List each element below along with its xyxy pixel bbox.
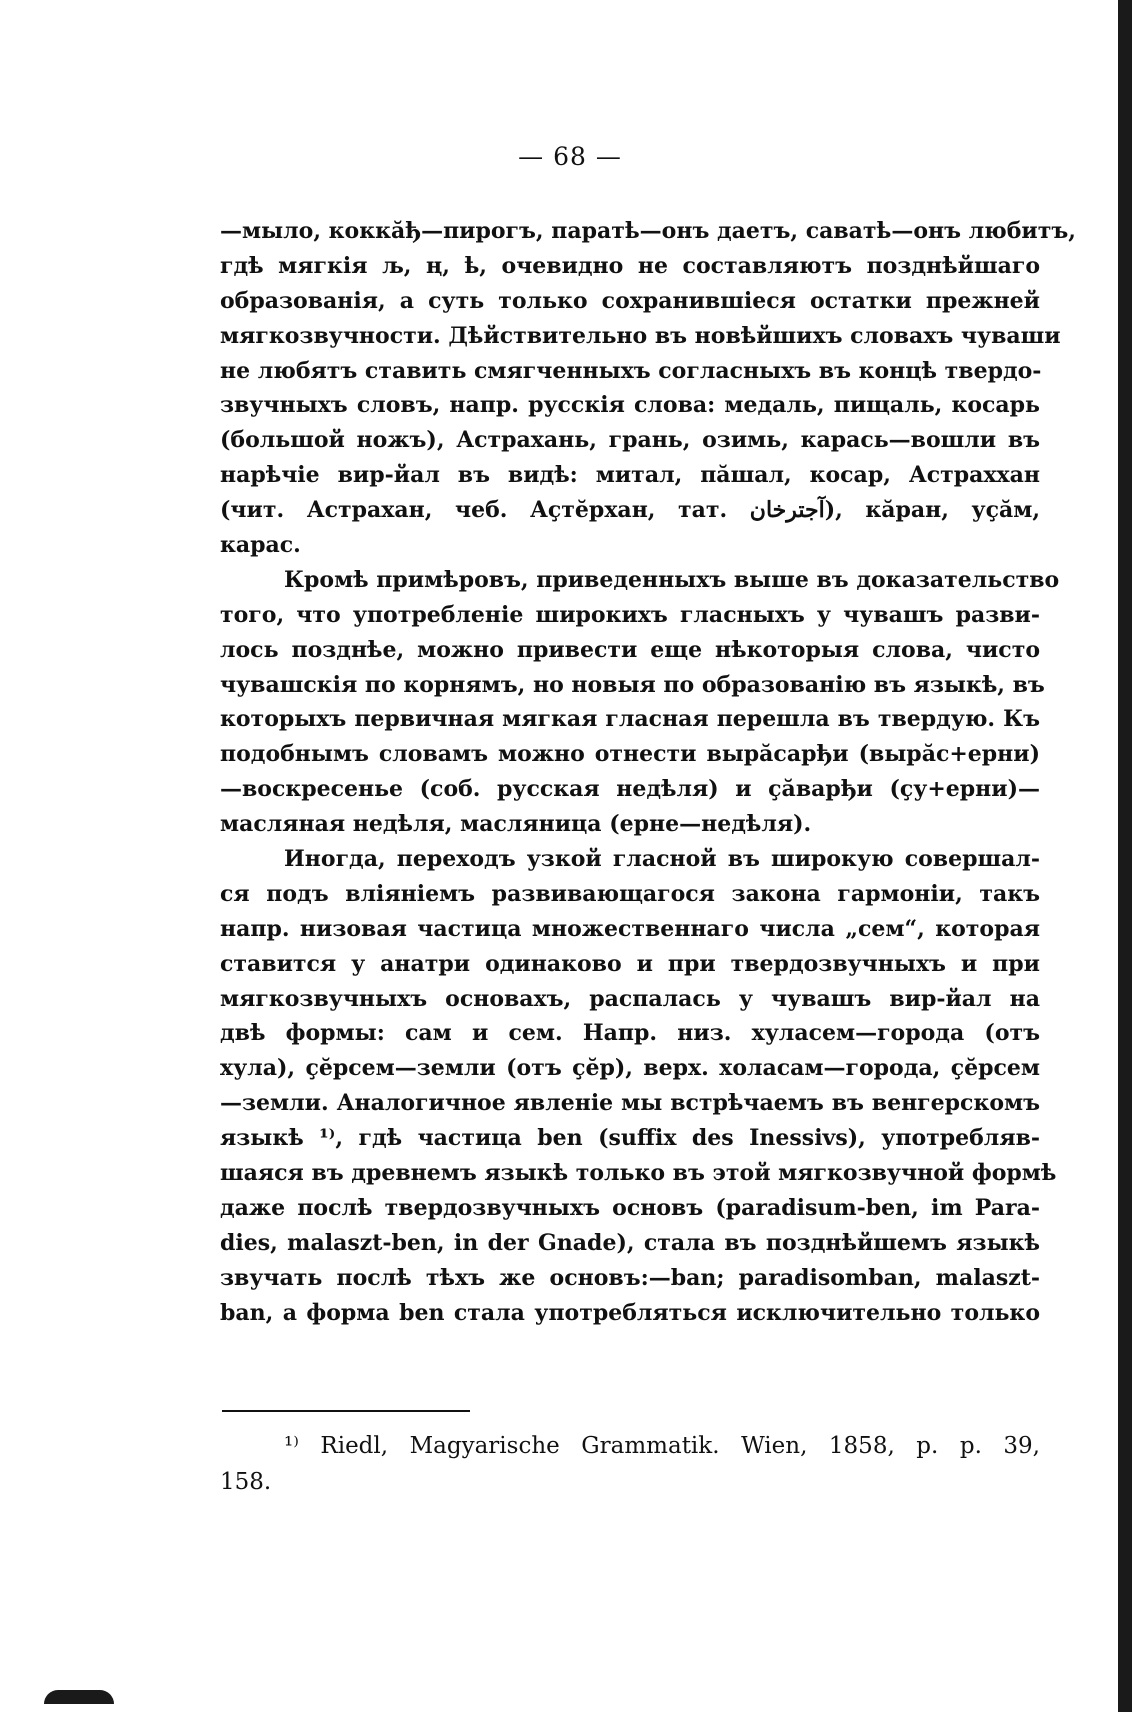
text-line: даже послѣ твердозвучныхъ основъ (paradisum-ben, im Para- [220, 1194, 1040, 1221]
scan-edge-mark [44, 1690, 114, 1704]
text-line: ставится у анатри одинаково и при твердозвучныхъ и при [220, 950, 1040, 977]
text-line: мягкозвучности. Дѣйствительно въ новѣйшихъ словахъ чуваши [220, 322, 1061, 349]
body-text [220, 214, 1076, 1331]
footnote-line: ¹⁾ Riedl, Magyarische Grammatik. Wien, 1858, p. p. 39, [284, 1433, 1040, 1459]
footnote-line: 158. [220, 1469, 272, 1495]
text-line: —земли. Аналогичное явленіе мы встрѣчаемъ въ венгерскомъ [220, 1090, 1040, 1117]
text-line: (чит. Астрахан, чеб. Аҫтӗрхан, тат. آجترخان), кӑран, уҫӑм, [220, 497, 1040, 524]
footnote-rule [222, 1410, 470, 1412]
text-line: подобнымъ словамъ можно отнести вырӑсарђи (вырӑс+ерни) [220, 741, 1040, 768]
text-line: чувашскія по корнямъ, но новыя по образованію въ языкѣ, въ [220, 671, 1045, 698]
text-line: звучныхъ словъ, напр. русскія слова: медаль, пищаль, косарь [220, 392, 1040, 419]
text-line: dies, malaszt-ben, in der Gnade), стала въ позднѣйшемъ языкѣ [220, 1229, 1040, 1256]
text-line: двѣ формы: сам и сем. Напр. низ. хуласем—города (отъ [220, 1020, 1040, 1047]
text-line: образованія, а суть только сохранившіеся остатки прежней [220, 287, 1040, 314]
text-line: (большой ножъ), Астрахань, грань, озимь, карась—вошли въ [220, 427, 1040, 454]
paragraph-first-line: Кромѣ примѣровъ, приведенныхъ выше въ доказательство [284, 566, 1060, 593]
text-line: напр. низовая частица множественнаго числа „сем“, которая [220, 915, 1040, 942]
footnotes [220, 1428, 1040, 1500]
text-line: звучать послѣ тѣхъ же основъ:—ban; paradisomban, malaszt- [220, 1264, 1040, 1291]
text-line: ban, а форма ben стала употребляться исключительно только [220, 1299, 1040, 1326]
text-line: мягкозвучныхъ основахъ, распалась у чувашъ вир-йал на [220, 985, 1040, 1012]
text-line: масляная недѣля, масляница (ерне—недѣля). [220, 811, 812, 838]
scan-edge-right [1118, 0, 1132, 1712]
text-line: того, что употребленіе широкихъ гласныхъ у чувашъ разви- [220, 601, 1040, 628]
page-number: — 68 — [518, 142, 622, 171]
text-line: лось позднѣе, можно привести еще нѣкоторыя слова, чисто [220, 636, 1040, 663]
text-line: —мыло, коккӑђ—пирогъ, паратҍ—онъ даетъ, саватҍ—онъ любитъ, [220, 218, 1076, 244]
text-line: ся подъ вліяніемъ развивающагося закона гармоніи, такъ [220, 880, 1040, 907]
text-line: которыхъ первичная мягкая гласная перешла въ твердую. Къ [220, 706, 1040, 733]
text-line: —воскресенье (соб. русская недѣля) и ҫӑварђи (ҫу+ерни)— [220, 776, 1040, 803]
paragraph-first-line: Иногда, переходъ узкой гласной въ широкую совершал- [284, 846, 1040, 873]
text-line: шаяся въ древнемъ языкѣ только въ этой мягкозвучной формѣ [220, 1160, 1057, 1187]
text-line: хула), ҫӗрсем—земли (отъ ҫӗр), верх. холасам—города, ҫӗрсем [220, 1055, 1040, 1082]
text-line: гдѣ мягкія љ, ң, ҍ, очевидно не составляютъ позднѣйшаго [220, 252, 1040, 279]
text-line: не любятъ ставить смягченныхъ согласныхъ въ концѣ твердо- [220, 357, 1042, 384]
text-line: нарѣчіе вир-йал въ видѣ: митал, пӑшал, косар, Астраххан [220, 462, 1040, 489]
text-line: карас. [220, 532, 301, 559]
text-line: языкѣ ¹⁾, гдѣ частица ben (suffix des Inessivs), употребляв- [220, 1125, 1040, 1152]
